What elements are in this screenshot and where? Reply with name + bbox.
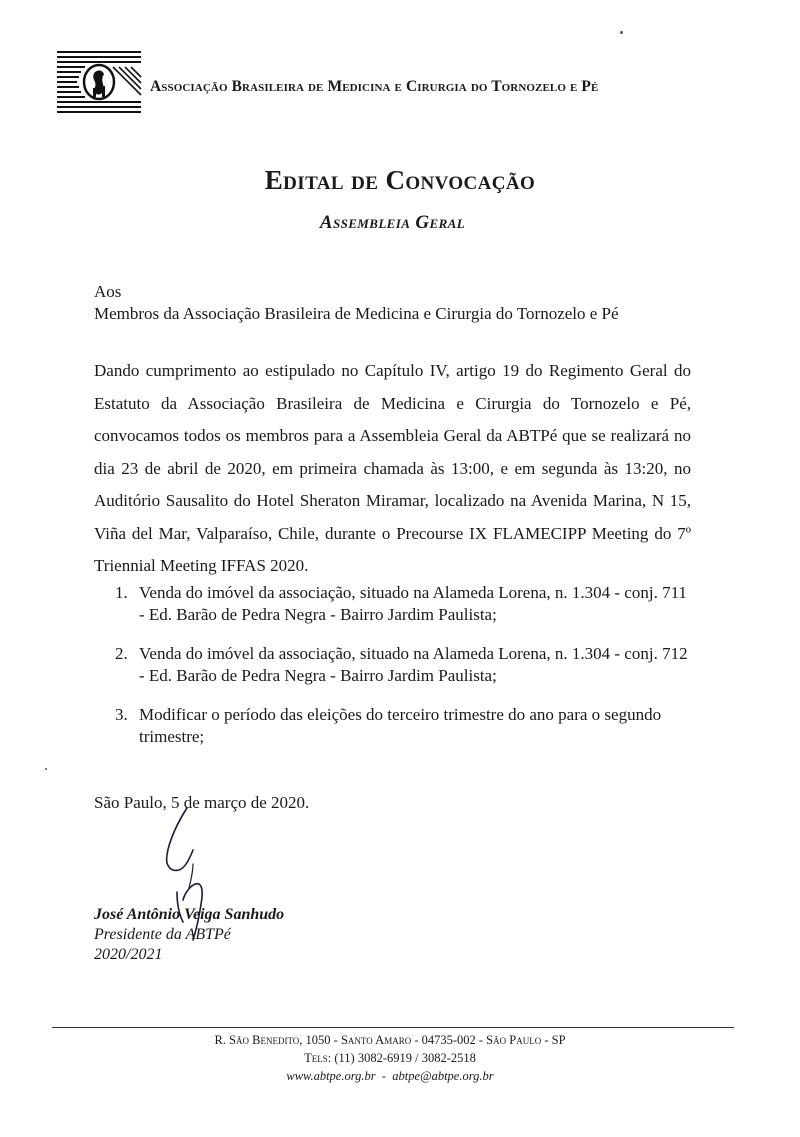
footer-separator: - xyxy=(381,1069,387,1083)
agenda-item-number: 3. xyxy=(115,705,128,724)
document-subtitle: Assembleia Geral xyxy=(319,212,466,233)
footer-website[interactable]: www.abtpe.org.br xyxy=(286,1069,376,1083)
agenda-item-text: Modificar o período das eleições do terceiro trimestre do ano para o segundo trimestre; xyxy=(139,705,662,746)
organization-name: Associação Brasileira de Medicina e Cirurgia do Tornozelo e Pé xyxy=(150,78,599,95)
abtpe-logo-icon xyxy=(55,48,143,118)
footer xyxy=(0,1031,780,1085)
agenda-item-number: 1. xyxy=(115,583,128,602)
footer-contact xyxy=(0,1067,780,1085)
intro-paragraph: Dando cumprimento ao estipulado no Capítulo IV, artigo 19 do Regimento Geral do Estatuto da Associação Brasileira de Medicina e Cirurgia do Tornozelo e Pé, convocamos todos os membros para a Assembleia Geral da ABTPé que se realizará no dia 23 de abril de 2020, em primeira chamada às 13:00, e em segunda às 13:20, no Auditório Sausalito do Hotel Sheraton Miramar, localizado na Avenida Marina, N 15, Viña del Mar, Valparaíso, Chile, durante o Precourse IX FLAMECIPP Meeting do 7º Triennial Meeting IFFAS 2020. xyxy=(94,361,691,575)
footer-divider xyxy=(52,1027,734,1028)
agenda-item-text: Venda do imóvel da associação, situado na Alameda Lorena, n. 1.304 - conj. 712 - Ed. Barão de Pedra Negra - Bairro Jardim Paulista; xyxy=(139,644,688,685)
footer-email[interactable]: abtpe@abtpe.org.br xyxy=(392,1069,494,1083)
greeting xyxy=(94,281,619,325)
document-title: Edital de Convocação xyxy=(264,165,536,195)
scan-speck xyxy=(620,31,623,34)
signer-block xyxy=(94,905,284,965)
agenda-item xyxy=(94,643,691,687)
signer-term: 2020/2021 xyxy=(94,946,163,963)
agenda-item xyxy=(94,582,691,626)
agenda-item-number: 2. xyxy=(115,644,128,663)
signer-role: Presidente da ABTPé xyxy=(94,926,231,943)
footer-phones: Tels: (11) 3082-6919 / 3082-2518 xyxy=(304,1051,476,1065)
scan-speck xyxy=(45,768,47,770)
greeting-line-1: Aos xyxy=(94,282,122,301)
greeting-line-2: Membros da Associação Brasileira de Medicina e Cirurgia do Tornozelo e Pé xyxy=(94,304,619,323)
agenda-item xyxy=(94,704,691,748)
signer-name: José Antônio Veiga Sanhudo xyxy=(94,906,285,923)
place-and-date: São Paulo, 5 de março de 2020. xyxy=(94,793,310,812)
agenda-item-text: Venda do imóvel da associação, situado na Alameda Lorena, n. 1.304 - conj. 711 - Ed. Barão de Pedra Negra - Bairro Jardim Paulista; xyxy=(139,583,687,624)
agenda-list xyxy=(94,582,691,765)
footer-address: R. São Benedito, 1050 - Santo Amaro - 04735-002 - São Paulo - SP xyxy=(214,1033,566,1047)
